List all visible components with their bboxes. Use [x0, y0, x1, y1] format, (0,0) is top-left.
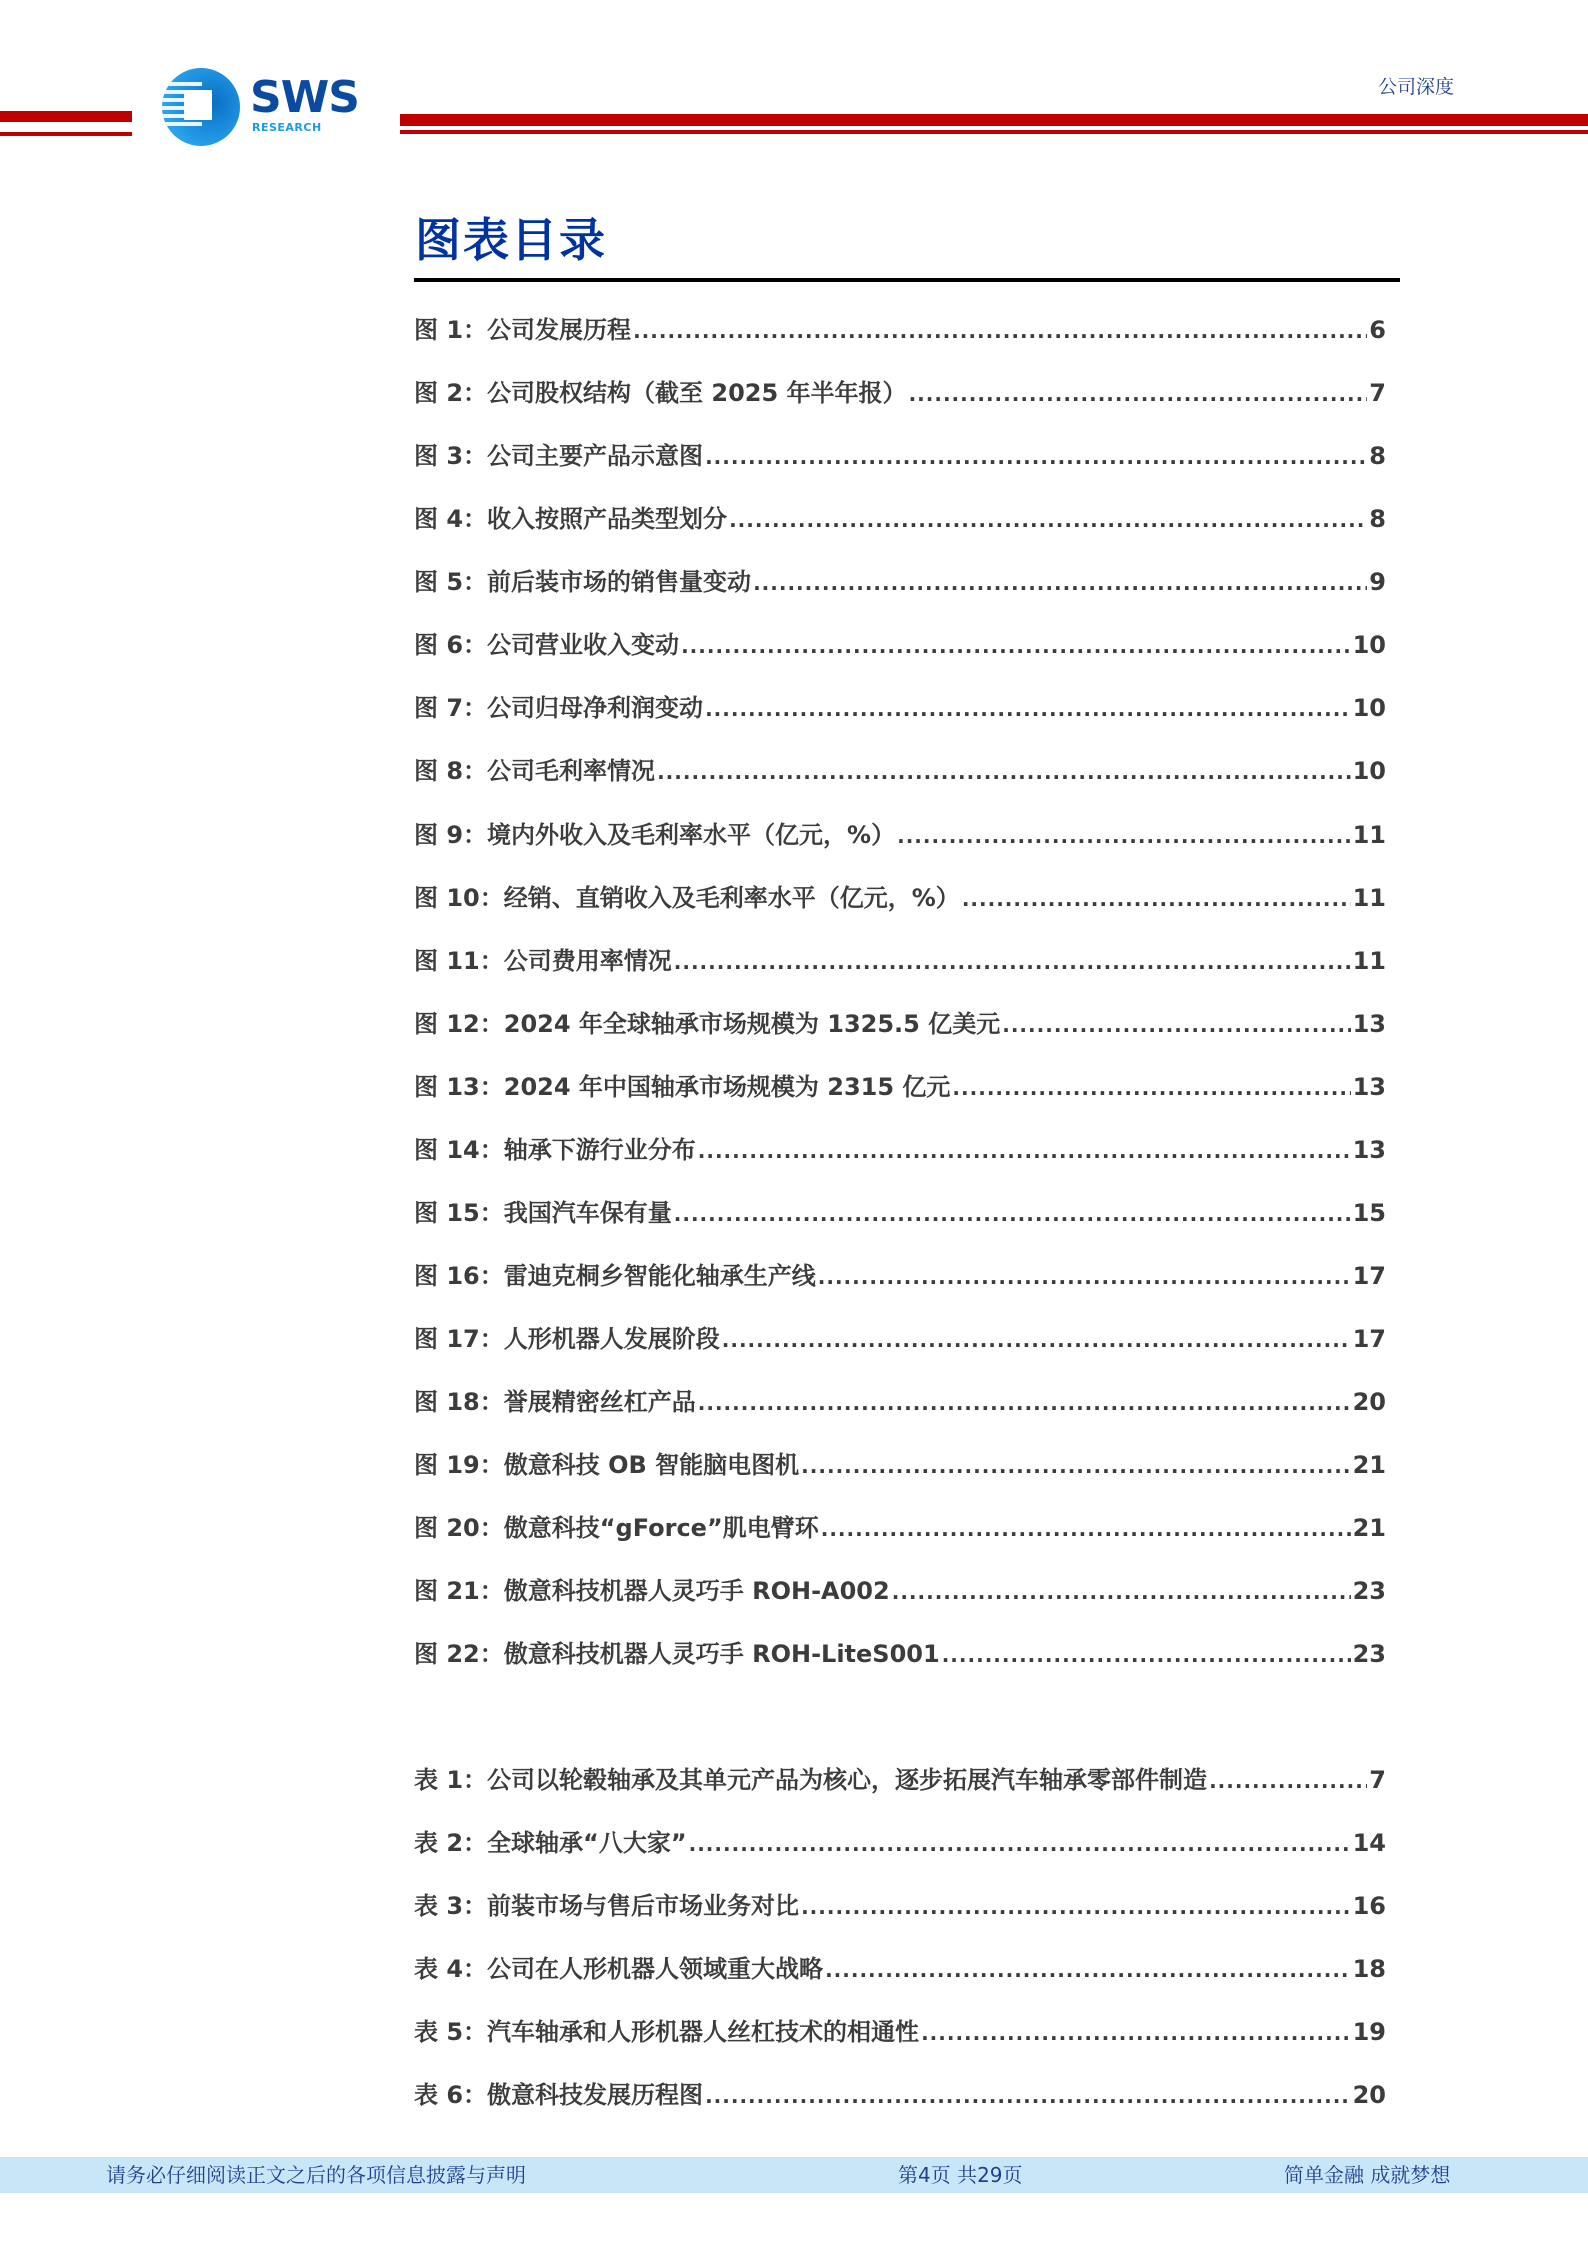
- page-number: 11: [1352, 947, 1386, 975]
- toc-figure-entry[interactable]: 图 8：公司毛利率情况 ..... 10: [414, 751, 1386, 785]
- page-number: 13: [1352, 1136, 1386, 1164]
- toc-figure-entry[interactable]: 图 11：公司费用率情况 ..... 11: [414, 941, 1386, 975]
- page-number: 20: [1352, 2081, 1386, 2109]
- footer-disclaimer: 请务必仔细阅读正文之后的各项信息披露与声明: [106, 2163, 526, 2187]
- leader-dots: [722, 1328, 1351, 1352]
- page-number: 16: [1352, 1892, 1386, 1920]
- page-number: 15: [1352, 1199, 1386, 1227]
- leader-dots: [825, 1958, 1351, 1982]
- toc-table-entry[interactable]: 表 6：傲意科技发展历程图 ..... 20: [414, 2075, 1386, 2109]
- leader-dots: [801, 1454, 1350, 1478]
- leader-dots: [689, 1832, 1351, 1856]
- toc-table-entry[interactable]: 表 1：公司以轮毂轴承及其单元产品为核心，逐步拓展汽车轴承零部件制造 ..... 7: [414, 1760, 1386, 1794]
- leader-dots: [657, 760, 1351, 784]
- header-rule-left-thin: [0, 132, 132, 136]
- toc-figure-entry[interactable]: 图 6：公司营业收入变动 ..... 10: [414, 625, 1386, 659]
- leader-dots: [818, 1265, 1351, 1289]
- page-number: 8: [1369, 442, 1386, 470]
- toc-table-entry[interactable]: 表 5：汽车轴承和人形机器人丝杠技术的相通性 ..... 19: [414, 2012, 1386, 2046]
- toc-figure-entry[interactable]: 图 5：前后装市场的销售量变动 ..... 9: [414, 562, 1386, 596]
- page-number: 17: [1352, 1262, 1386, 1290]
- toc-table-entry[interactable]: 表 2：全球轴承“八大家” ..... 14: [414, 1823, 1386, 1857]
- leader-dots: [801, 1895, 1351, 1919]
- page-number: 6: [1369, 316, 1386, 344]
- page-number: 17: [1352, 1325, 1386, 1353]
- toc-figure-entry[interactable]: 图 13：2024 年中国轴承市场规模为 2315 亿元 ..... 13: [414, 1067, 1386, 1101]
- footer-slogan: 简单金融 成就梦想: [1284, 2163, 1451, 2187]
- leader-dots: [909, 382, 1368, 406]
- header-rule-right-thin: [400, 130, 1588, 134]
- toc-figure-entry[interactable]: 图 14：轴承下游行业分布 ..... 13: [414, 1130, 1386, 1164]
- leader-dots: [698, 1139, 1351, 1163]
- page-number: 11: [1352, 884, 1386, 912]
- leader-dots: [705, 697, 1351, 721]
- leader-dots: [705, 2084, 1351, 2108]
- toc-figure-entry[interactable]: 图 9：境内外收入及毛利率水平（亿元，%） ..... 11: [414, 815, 1386, 849]
- page-number: 8: [1369, 505, 1386, 533]
- toc-figure-entry[interactable]: 图 16：雷迪克桐乡智能化轴承生产线 ..... 17: [414, 1256, 1386, 1290]
- leader-dots: [921, 2021, 1351, 2045]
- page-number: 7: [1369, 1766, 1386, 1794]
- header-rule-left-thick: [0, 111, 132, 122]
- toc-figure-entry[interactable]: 图 1：公司发展历程 ..... 6: [414, 310, 1386, 344]
- page-number: 11: [1352, 821, 1386, 849]
- page-number: 23: [1352, 1577, 1386, 1605]
- leader-dots: [681, 634, 1351, 658]
- leader-dots: [698, 1391, 1351, 1415]
- page-number: 10: [1352, 631, 1386, 659]
- toc-figure-entry[interactable]: 图 21：傲意科技机器人灵巧手 ROH-A002 ..... 23: [414, 1571, 1386, 1605]
- leader-dots: [729, 508, 1367, 532]
- leader-dots: [1002, 1013, 1350, 1037]
- leader-dots: [821, 1517, 1351, 1541]
- page-number: 21: [1352, 1451, 1386, 1479]
- toc-figure-entry[interactable]: 图 18：誉展精密丝杠产品 ..... 20: [414, 1382, 1386, 1416]
- toc-figure-entry[interactable]: 图 7：公司归母净利润变动 ..... 10: [414, 688, 1386, 722]
- report-type-label: 公司深度: [1378, 76, 1455, 98]
- toc-figure-entry[interactable]: 图 4：收入按照产品类型划分 ..... 8: [414, 499, 1386, 533]
- page-number: 7: [1369, 379, 1386, 407]
- leader-dots: [952, 1076, 1350, 1100]
- page-number: 20: [1352, 1388, 1386, 1416]
- leader-dots: [1209, 1769, 1367, 1793]
- leader-dots: [633, 319, 1367, 343]
- toc-figure-entry[interactable]: 图 19：傲意科技 OB 智能脑电图机 ..... 21: [414, 1445, 1386, 1479]
- logo-wordmark: SWS: [250, 72, 359, 123]
- leader-dots: [942, 1643, 1351, 1667]
- toc-table-entry[interactable]: 表 3：前装市场与售后市场业务对比 ..... 16: [414, 1886, 1386, 1920]
- leader-dots: [962, 887, 1351, 911]
- leader-dots: [674, 1202, 1351, 1226]
- toc-figure-entry[interactable]: 图 20：傲意科技“gForce”肌电臂环 ..... 21: [414, 1508, 1386, 1542]
- page-number: 9: [1369, 568, 1386, 596]
- toc-figure-entry[interactable]: 图 2：公司股权结构（截至 2025 年半年报） ..... 7: [414, 373, 1386, 407]
- leader-dots: [674, 950, 1351, 974]
- page-number: 21: [1352, 1514, 1386, 1542]
- logo-subtitle: RESEARCH: [252, 121, 322, 134]
- page-number: 13: [1352, 1073, 1386, 1101]
- page-number: 14: [1352, 1829, 1386, 1857]
- page-number: 10: [1352, 694, 1386, 722]
- sws-logo-icon: [162, 68, 240, 146]
- leader-dots: [892, 1580, 1351, 1604]
- leader-dots: [705, 445, 1367, 469]
- leader-dots: [897, 824, 1350, 848]
- footer-page-info: 第4页 共29页: [898, 2163, 1023, 2187]
- page-title: 图表目录: [415, 213, 607, 267]
- toc-figure-entry[interactable]: 图 3：公司主要产品示意图 ..... 8: [414, 436, 1386, 470]
- page-number: 19: [1352, 2018, 1386, 2046]
- page-number: 18: [1352, 1955, 1386, 1983]
- page-number: 13: [1352, 1010, 1386, 1038]
- toc-figure-entry[interactable]: 图 10：经销、直销收入及毛利率水平（亿元，%） ..... 11: [414, 878, 1386, 912]
- page-number: 23: [1352, 1640, 1386, 1668]
- leader-dots: [753, 571, 1367, 595]
- header-rule-right-thick: [400, 114, 1588, 126]
- toc-figure-entry[interactable]: 图 12：2024 年全球轴承市场规模为 1325.5 亿美元 ..... 13: [414, 1004, 1386, 1038]
- toc-figure-entry[interactable]: 图 22：傲意科技机器人灵巧手 ROH-LiteS001 ..... 23: [414, 1634, 1386, 1668]
- toc-figure-entry[interactable]: 图 15：我国汽车保有量 ..... 15: [414, 1193, 1386, 1227]
- toc-figure-entry[interactable]: 图 17：人形机器人发展阶段 ..... 17: [414, 1319, 1386, 1353]
- toc-table-entry[interactable]: 表 4：公司在人形机器人领域重大战略 ..... 18: [414, 1949, 1386, 1983]
- page-number: 10: [1352, 757, 1386, 785]
- title-divider: [414, 278, 1400, 282]
